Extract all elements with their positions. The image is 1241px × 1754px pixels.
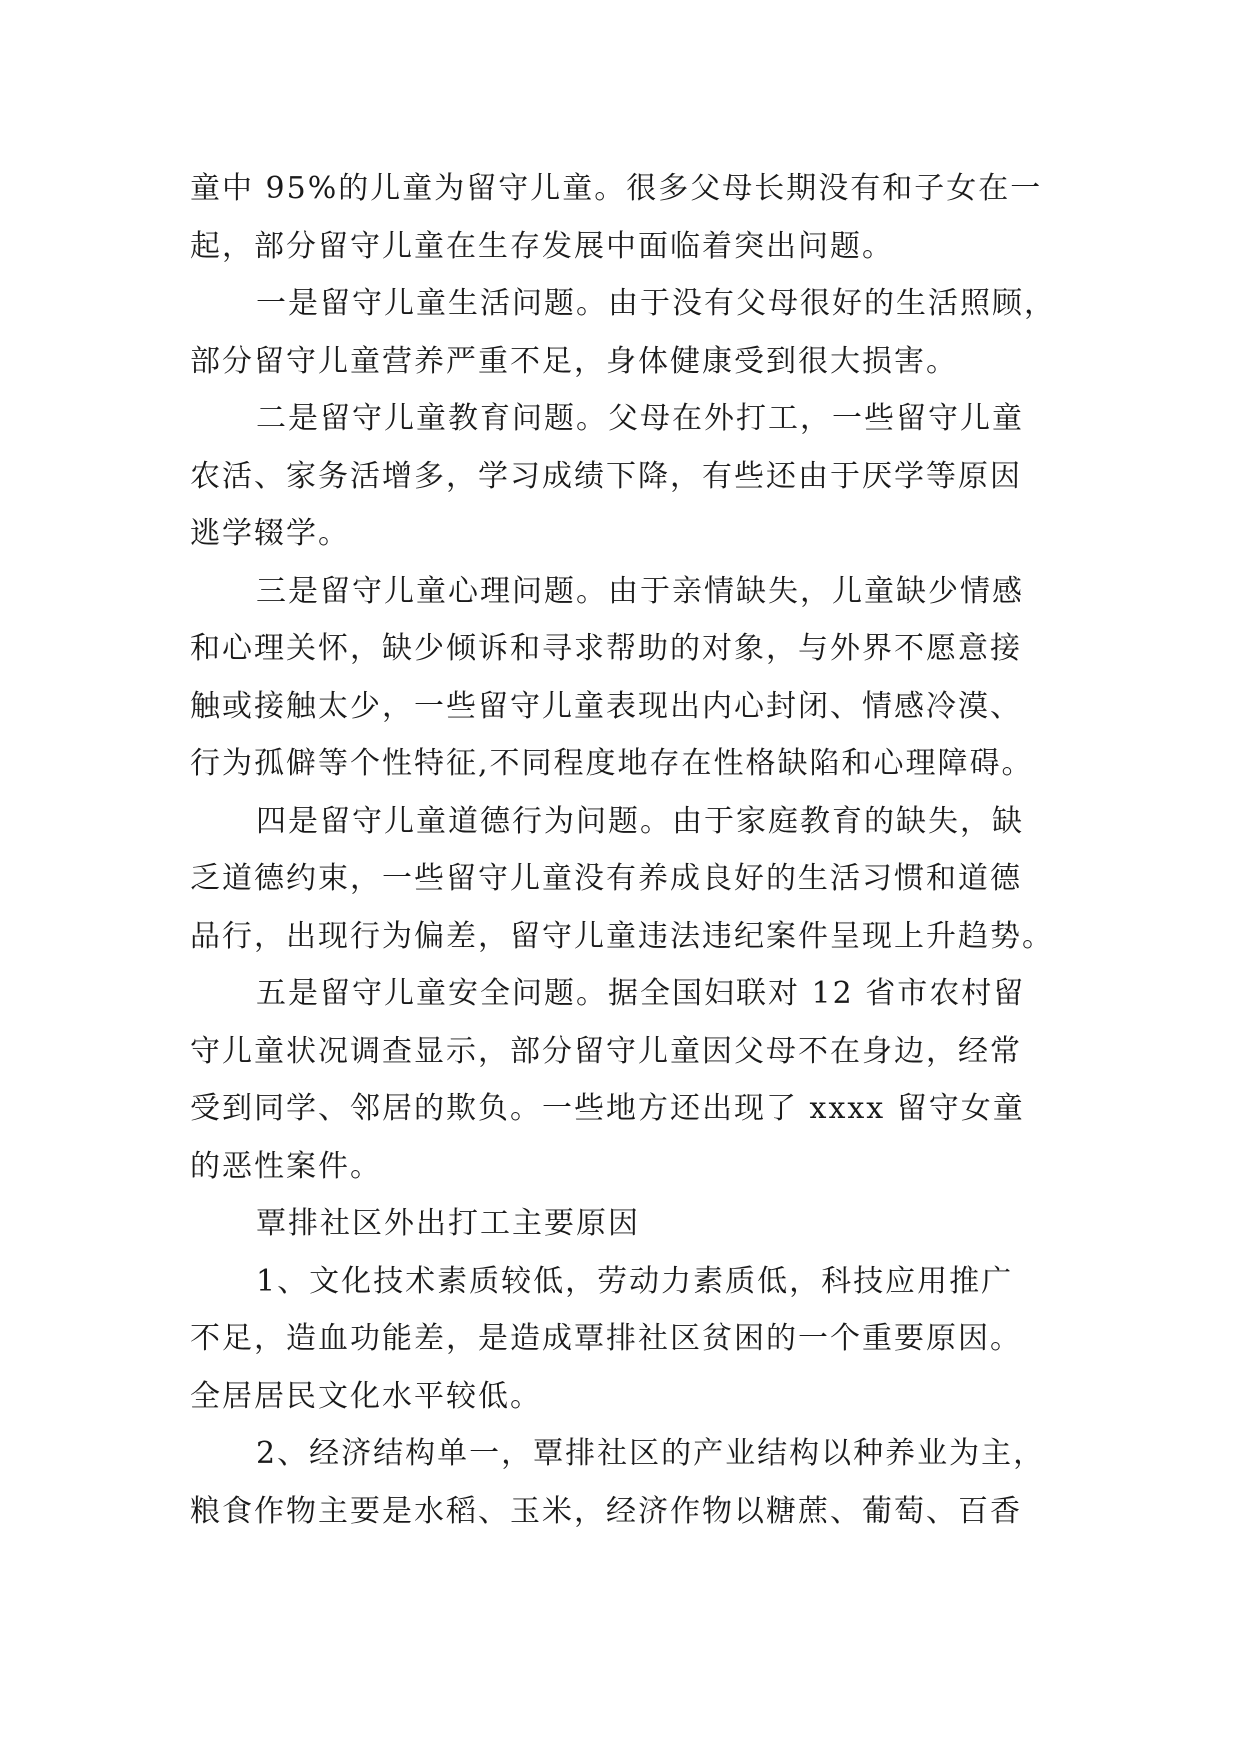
text-line: 乏道德约束，一些留守儿童没有养成良好的生活习惯和道德 [190, 861, 1022, 896]
text-line: 部分留守儿童营养严重不足，身体健康受到很大损害。 [190, 343, 958, 379]
text-line: 四是留守儿童道德行为问题。由于家庭教育的缺失，缺 [256, 803, 1024, 839]
text-line: 农活、家务活增多，学习成绩下降，有些还由于厌学等原因 [190, 458, 1022, 494]
text-line: 的恶性案件。 [190, 1148, 382, 1184]
text-line: 守儿童状况调查显示，部分留守儿童因父母不在身边，经常 [190, 1033, 1022, 1069]
text-line: 五是留守儿童安全问题。据全国妇联对 12 省市农村留 [256, 976, 1026, 1011]
text-line: 不足，造血功能差，是造成覃排社区贫困的一个重要原因。 [190, 1321, 1022, 1356]
section-heading: 覃排社区外出打工主要原因 [256, 1206, 640, 1241]
text-line: 一是留守儿童生活问题。由于没有父母很好的生活照顾， [256, 286, 1056, 321]
text-line: 受到同学、邻居的欺负。一些地方还出现了 xxxx 留守女童 [190, 1091, 1025, 1126]
text-line: 和心理关怀，缺少倾诉和寻求帮助的对象，与外界不愿意接 [190, 631, 1022, 666]
text-line: 二是留守儿童教育问题。父母在外打工，一些留守儿童 [256, 401, 1024, 436]
text-line: 2、经济结构单一，覃排社区的产业结构以种养业为主， [256, 1436, 1046, 1471]
document-body [190, 160, 1070, 1540]
text-line: 粮食作物主要是水稻、玉米，经济作物以糖蔗、葡萄、百香 [190, 1493, 1022, 1529]
text-line: 行为孤僻等个性特征,不同程度地存在性格缺陷和心理障碍。 [190, 746, 1034, 781]
text-line: 逃学辍学。 [190, 516, 350, 551]
text-line: 三是留守儿童心理问题。由于亲情缺失，儿童缺少情感 [256, 573, 1024, 609]
text-line: 品行，出现行为偏差，留守儿童违法违纪案件呈现上升趋势。 [190, 918, 1054, 954]
text-line: 童中 95%的儿童为留守儿童。很多父母长期没有和子女在一 [190, 171, 1043, 206]
text-line: 起，部分留守儿童在生存发展中面临着突出问题。 [190, 228, 894, 264]
text-line: 1、文化技术素质较低，劳动力素质低，科技应用推广 [256, 1263, 1014, 1299]
text-line: 触或接触太少，一些留守儿童表现出内心封闭、情感冷漠、 [190, 688, 1022, 724]
text-line: 全居居民文化水平较低。 [190, 1378, 542, 1414]
